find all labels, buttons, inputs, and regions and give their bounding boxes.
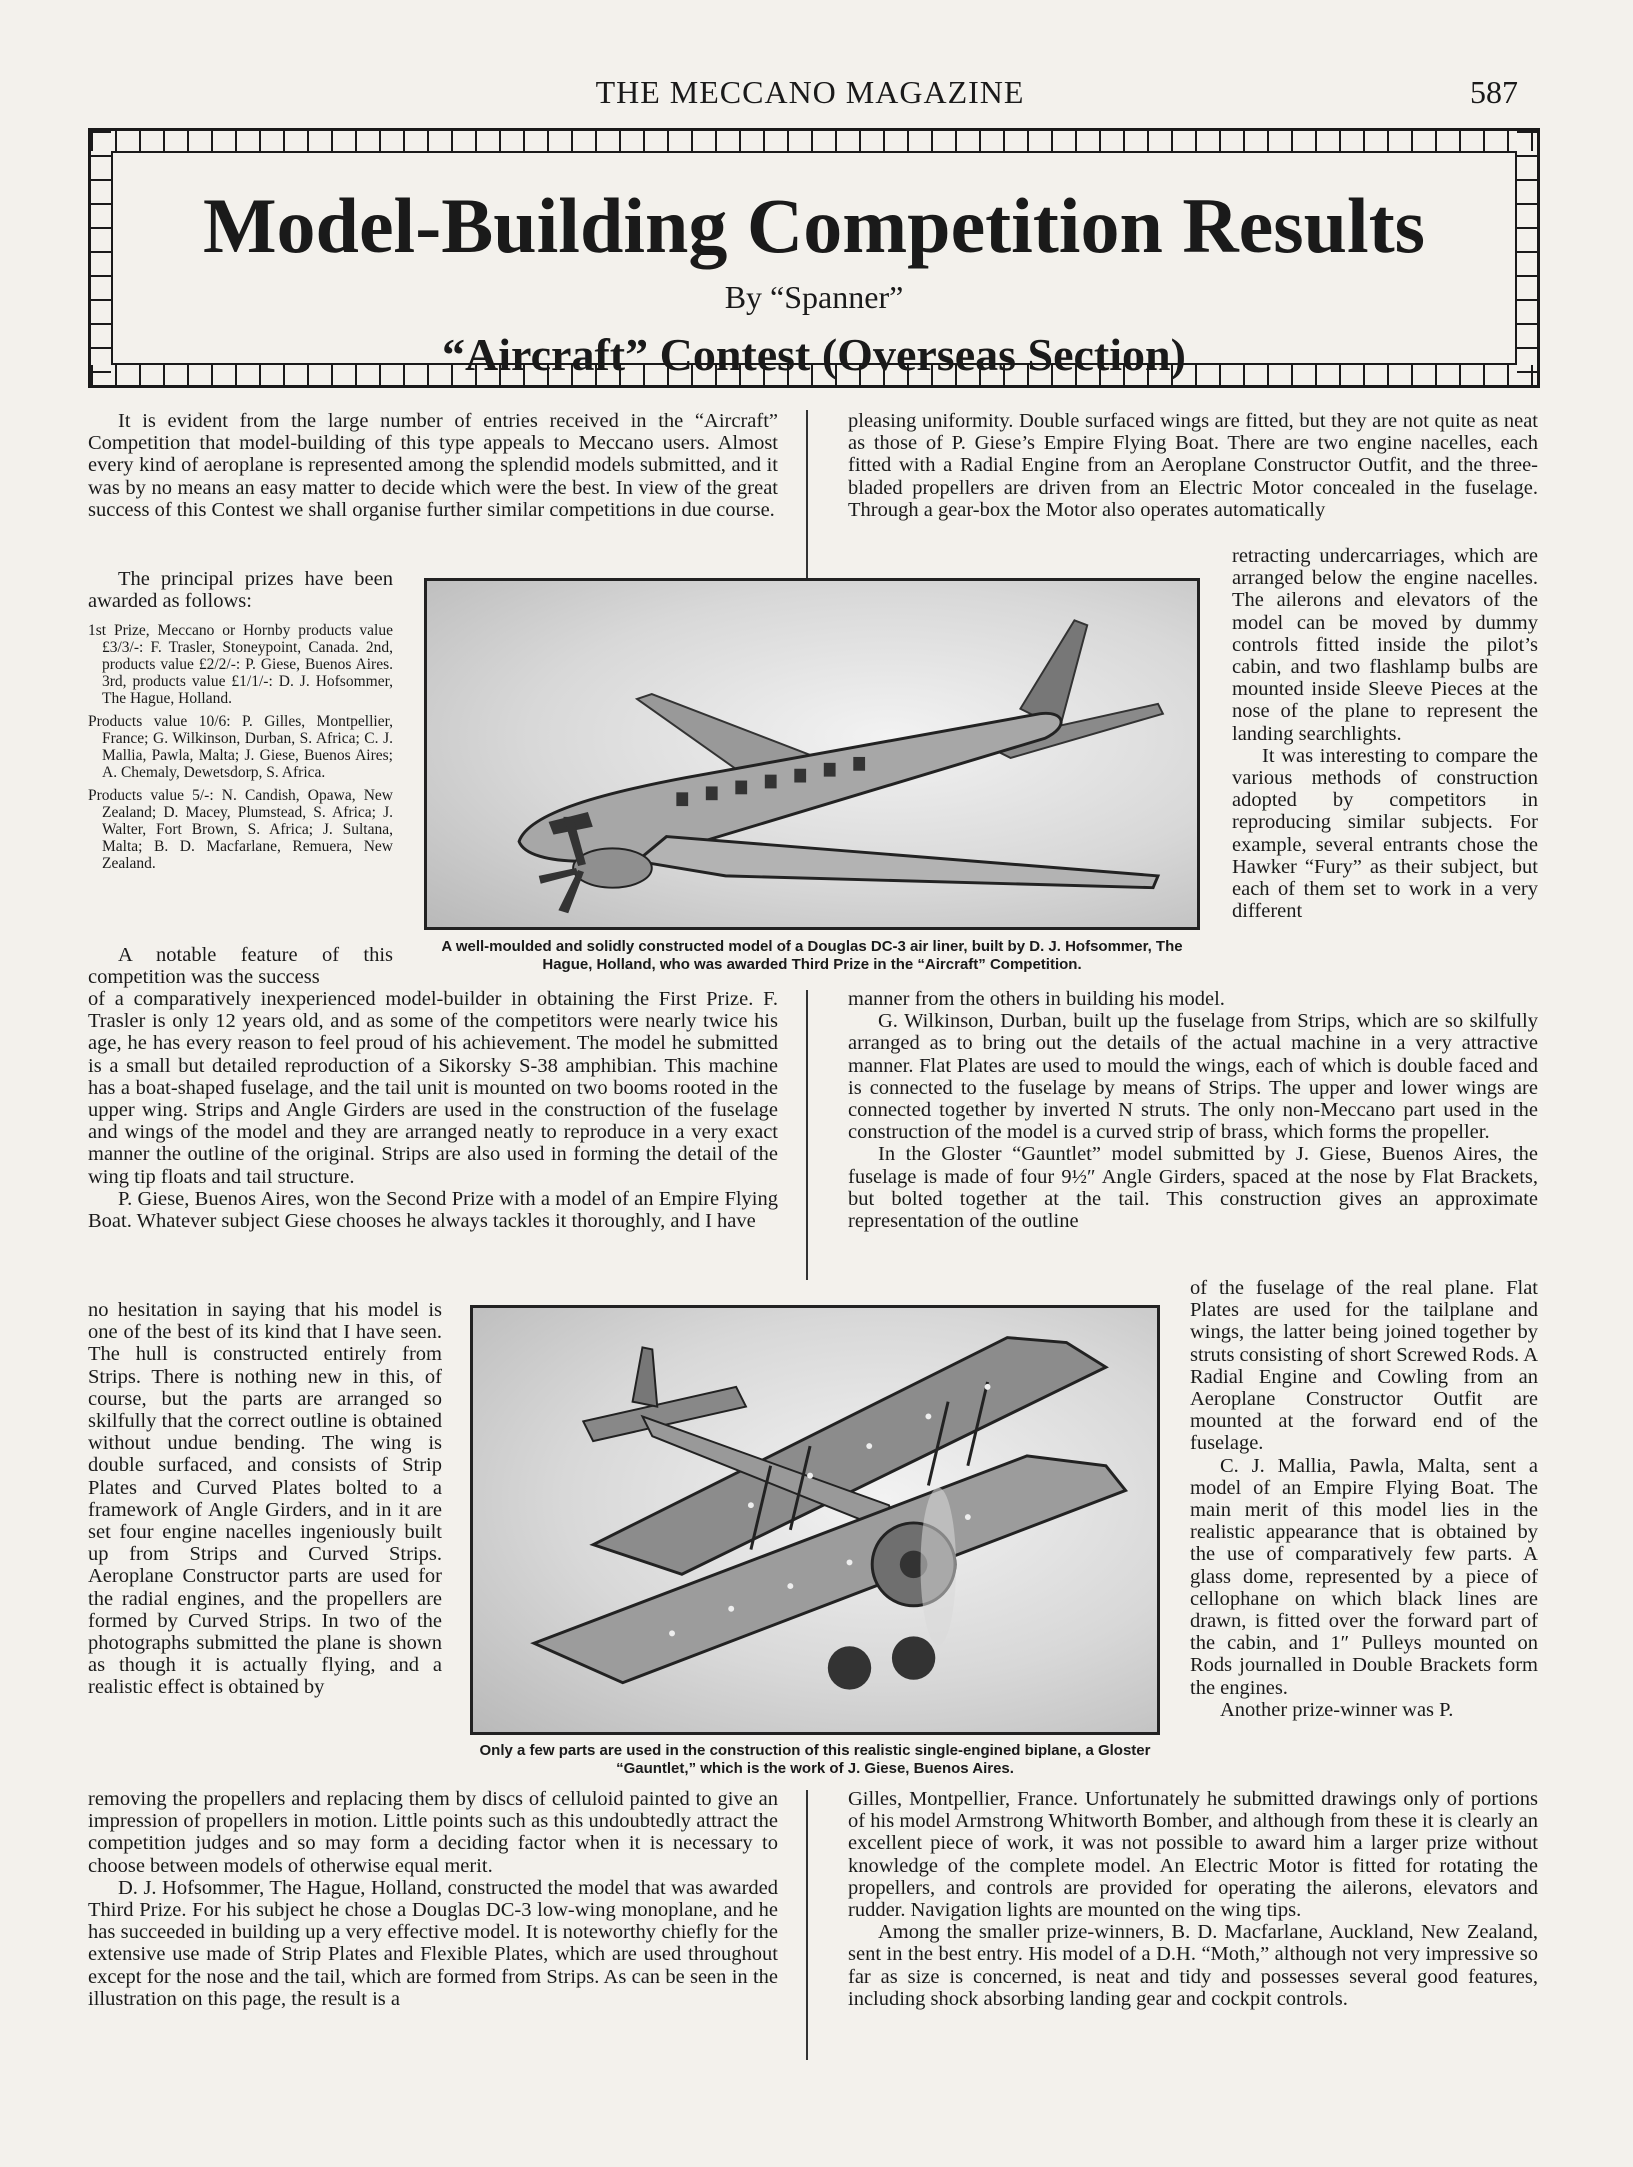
prize-list-ten-shillings: Products value 10/6: P. Gilles, Montpellier, France; G. Wilkinson, Durban, S. Africa; C. J. Mallia, Pawla, Malta; J. Giese, Buenos Aires; A. Chemaly, Dewetsdorp, S. Africa. (88, 713, 393, 781)
left-column-middle (88, 988, 778, 1232)
prize-list (88, 622, 393, 878)
paragraph-macfarlane: Among the smaller prize-winners, B. D. Macfarlane, Auckland, New Zealand, sent in the best entry. His model of a D.H. “Moth,” although not very impressive so far as size is concerned, is neat and tidy and possesses several good features, including shock absorbing landing gear and cockpit controls. (848, 1921, 1538, 2010)
running-header (90, 74, 1530, 118)
column-rule-middle (806, 990, 808, 1280)
column-rule-top (806, 410, 808, 578)
left-column-giese-narrow (88, 1299, 442, 1699)
paragraph-gilles-start: Another prize-winner was P. (1220, 1698, 1454, 1721)
article-title: Model-Building Competition Results (202, 182, 1426, 269)
right-column-bottom (848, 1788, 1538, 2010)
paragraph-notable-cont: of a comparatively inexperienced model-builder in obtaining the First Prize. F. Trasler is only 12 years old, and as some of the competitors were nearly twice his age, he has every reason to feel proud of his achievement. The model he submitted is a small but detailed reproduction of a Sikorsky S-38 amphibian. This machine has a boat-shaped fuselage, and the tail unit is mounted on two booms rooted in the upper wing. Strips and Angle Girders are used in the construction of the fuselage and wings of the model and they are arranged neatly to reproduce in a very exact manner the outline of the original. Strips are also used in forming the detail of the wing tip floats and tail structure. (88, 988, 778, 1188)
right-column-narrow-top (1232, 545, 1538, 922)
prize-list-five-shillings: Products value 5/-: N. Candish, Opawa, New Zealand; D. Macey, Plumstead, S. Africa; J. Walter, Fort Brown, S. Africa; J. Sultana, Malta; B. D. Macfarlane, Remuera, New Zealand. (88, 787, 393, 872)
paragraph-wilkinson: G. Wilkinson, Durban, built up the fuselage from Strips, which are so skilfully arranged as to bring out the details of the actual machine in a very attractive manner. Flat Plates are used to mould the wings, each of which is double faced and is connected to the fuselage by means of Strips. The upper and lower wings are connected together by inverted N struts. The only non-Meccano part used in the construction of the model is a curved strip of brass, which forms the propeller. (848, 1010, 1538, 1144)
column-rule-bottom (806, 1790, 808, 2060)
prize-list-first: 1st Prize, Meccano or Hornby products value £3/3/-: F. Trasler, Stoneypoint, Canada. 2nd, products value £2/2/-: P. Giese, Buenos Aires. 3rd, products value £1/1/-: D. J. Hofsommer, The Hague, Holland. (88, 622, 393, 707)
left-column-prizes-lead (88, 568, 393, 612)
title-box (88, 128, 1540, 388)
paragraph-mallia: C. J. Mallia, Pawla, Malta, sent a model of an Empire Flying Boat. The main merit of this model lies in the realistic appearance that is obtained by the use of comparatively few parts. A glass dome, represented by a piece of cellophane on which black lines are drawn, is fitted over the forward part of the cabin, and 1″ Pulleys mounted on Rods journalled in Double Brackets form the engines. (1190, 1454, 1538, 1699)
article-byline: By “Spanner” (724, 279, 904, 315)
paragraph-intro: It is evident from the large number of entries received in the “Aircraft” Competition that model-building of this type appeals to Meccano users. Almost every kind of aeroplane is represented among the splendid models submitted, and it was by no means an easy matter to decide which were the best. In view of the great success of this Contest we shall organise further similar competitions in due course. (88, 410, 778, 521)
paragraph-gauntlet-cont: of the fuselage of the real plane. Flat Plates are used for the tailplane and wings, the latter being joined together by struts consisting of short Screwed Rods. A Radial Engine and Cowling from an Aeroplane Constructor Outfit are mounted at the forward end of the fuselage. (1190, 1277, 1538, 1455)
right-column-top (848, 410, 1538, 521)
article-subtitle: “Aircraft” Contest (Overseas Section) (442, 329, 1186, 380)
title-box-inner (111, 151, 1517, 380)
paragraph-gauntlet-start: In the Gloster “Gauntlet” model submitted by J. Giese, Buenos Aires, the fuselage is made of four 9½″ Angle Girders, spaced at the nose by Flat Brackets, but bolted together at the tail. This construction gives an approximate representation of the outline (848, 1143, 1538, 1233)
paragraph-giese-end: removing the propellers and replacing them by discs of celluloid painted to give an impression of propellers in motion. Little points such as this undoubtedly attract the competition judges and so may form a deciding factor when it is necessary to choose between models of otherwise equal merit. (88, 1788, 778, 1877)
right-column-middle (848, 988, 1538, 1232)
gauntlet-caption: Only a few parts are used in the construction of this realistic single-engined biplane, a Gloster “Gauntlet,” which is the work of J. Giese, Buenos Aires. (479, 1742, 1151, 1777)
left-column-intro (88, 410, 778, 521)
paragraph-uniformity: pleasing uniformity. Double surfaced wings are fitted, but they are not quite as neat as those of P. Giese’s Empire Flying Boat. There are two engine nacelles, each fitted with a Radial Engine from an Aeroplane Constructor Outfit, and the three-bladed propellers are driven from an Electric Motor concealed in the fuselage. Through a gear-box the Motor also operates automatically (848, 410, 1538, 521)
paragraph-notable-start: A notable feature of this competition was the success (88, 944, 393, 989)
paragraph-gilles-cont: Gilles, Montpellier, France. Unfortunately he submitted drawings only of portions of his model Armstrong Whitworth Bomber, and although from these it is clearly an excellent piece of work, it was not possible to award him a larger prize without knowledge of the complete model. An Electric Motor is fitted for rotating the propellers, and controls are provided for operating the ailerons, elevators and rudder. Navigation lights are mounted on the wing tips. (848, 1788, 1538, 1922)
page-number: 587 (1470, 74, 1518, 110)
paragraph-prizes-lead: The principal prizes have been awarded as follows: (88, 568, 393, 613)
left-column-bottom (88, 1788, 778, 2010)
right-column-narrow-bottom (1190, 1277, 1538, 1721)
left-column-notable-start (88, 944, 393, 988)
paragraph-undercarriage: retracting undercarriages, which are arranged below the engine nacelles. The ailerons and elevators of the model can be moved by dummy controls fitted inside the pilot’s cabin, and two flashlamp bulbs are mounted inside Sleeve Pieces at the nose of the plane to represent the landing searchlights. (1232, 545, 1538, 745)
dc3-caption: A well-moulded and solidly constructed model of a Douglas DC-3 air liner, built by D. J. Hofsommer, The Hague, Holland, who was awarded Third Prize in the “Aircraft” Competition. (441, 938, 1183, 973)
gauntlet-photo (470, 1305, 1160, 1735)
paragraph-comparison: It was interesting to compare the various methods of construction adopted by competitors in reproducing similar subjects. For example, several entrants chose the Hawker “Fury” as their subject, but each of them set to work in a very different (1232, 744, 1538, 923)
paragraph-hofsommer: D. J. Hofsommer, The Hague, Holland, constructed the model that was awarded Third Prize. For his subject he chose a Douglas DC-3 low-wing monoplane, and he has succeeded in building up a very effective model. It is noteworthy chiefly for the extensive use made of Strip Plates and Flexible Plates, which are used throughout except for the nose and the tail, which are formed from Strips. As can be seen in the illustration on this page, the result is a (88, 1876, 778, 2010)
paragraph-giese-cont: no hesitation in saying that his model is one of the best of its kind that I have seen. The hull is constructed entirely from Strips. There is nothing new in this, of course, but the parts are arranged so skilfully that the correct outline is obtained without undue bending. The wing is double surfaced, and consists of Strip Plates and Curved Plates bolted to a framework of Angle Girders, and in it are set four engine nacelles ingeniously built up from Strips and Curved Strips. Aeroplane Constructor parts are used for the radial engines, and the propellers are formed by Curved Strips. In two of the photographs submitted the plane is shown as though it is actually flying, and a realistic effect is obtained by (88, 1299, 442, 1699)
dc3-airliner-illustration (427, 581, 1197, 927)
magazine-name: THE MECCANO MAGAZINE (595, 74, 1025, 110)
paragraph-comparison-end: manner from the others in building his model. (848, 988, 1225, 1010)
dc3-photo (424, 578, 1200, 930)
gauntlet-biplane-illustration (473, 1308, 1157, 1732)
paragraph-giese-start: P. Giese, Buenos Aires, won the Second Prize with a model of an Empire Flying Boat. Whatever subject Giese chooses he always tackles it thoroughly, and I have (88, 1187, 778, 1233)
